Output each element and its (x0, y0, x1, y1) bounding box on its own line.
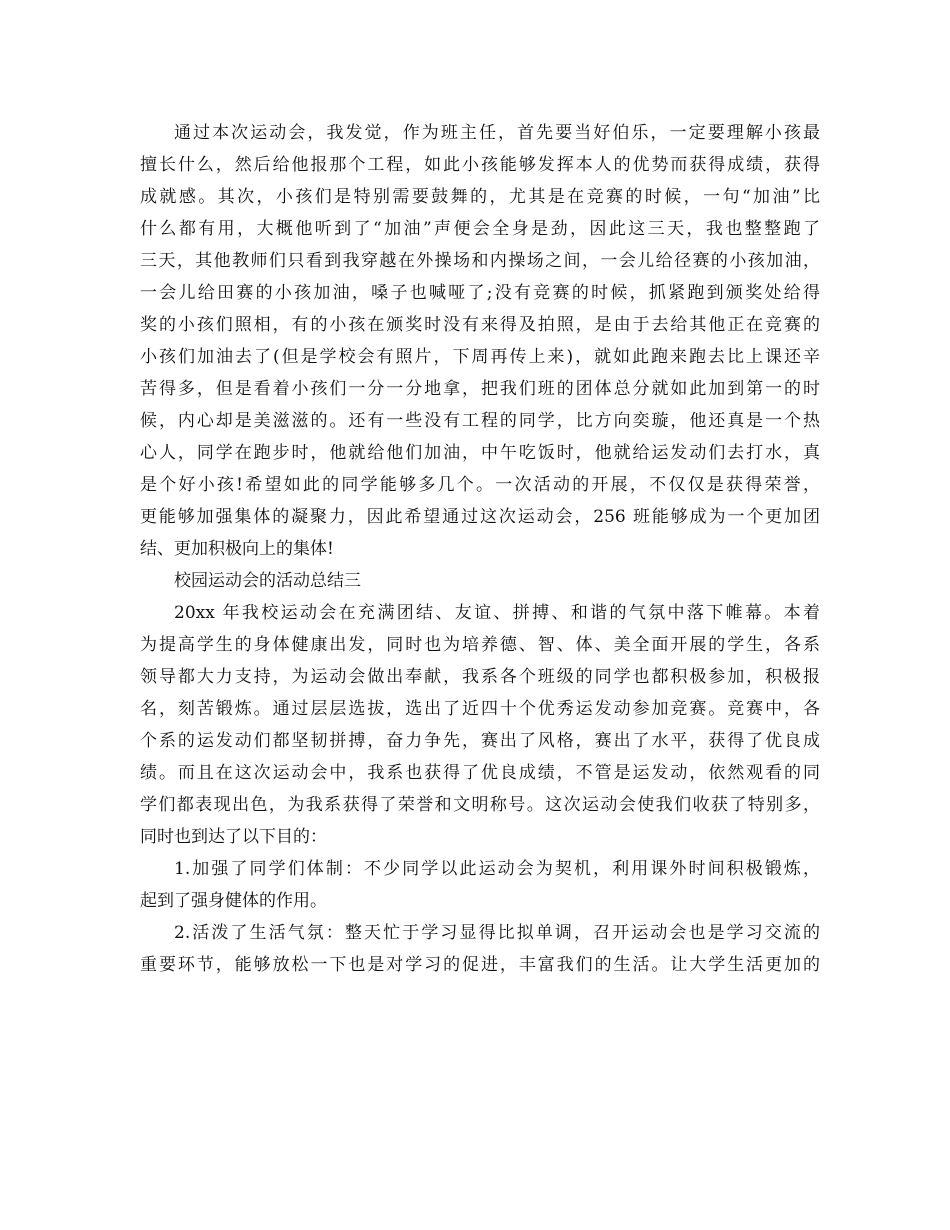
paragraph-line: 擅长什么，然后给他报那个工程，如此小孩能够发挥本人的优势而获得成绩，获得 (140, 155, 820, 175)
list-item-line: 起到了强身健体的作用。 (140, 891, 327, 911)
paragraph-line: 更能够加强集体的凝聚力，因此希望通过这次运动会，256 班能够成为一个更加团 (140, 507, 820, 527)
paragraph-line: 领导都大力支持，为运动会做出奉献，我系各个班级的同学也都积极参加，积极报 (140, 667, 820, 687)
paragraph-line: 三天，其他教师们只看到我穿越在外操场和内操场之间，一会儿给径赛的小孩加油， (140, 251, 820, 271)
paragraph-line: 成就感。其次，小孩们是特别需要鼓舞的，尤其是在竞赛的时候，一句“加油”比 (140, 187, 820, 207)
paragraph-line: 心人，同学在跑步时，他就给他们加油，中午吃饭时，他就给运发动们去打水，真 (140, 443, 820, 463)
section-heading: 校园运动会的活动总结三 (174, 571, 361, 591)
paragraph-line: 候，内心却是美滋滋的。还有一些没有工程的同学，比方向奕璇，他还真是一个热 (140, 411, 820, 431)
paragraph-line: 同时也到达了以下目的： (140, 827, 327, 847)
list-item-line: 2.活泼了生活气氛：整天忙于学习显得比拟单调，召开运动会也是学习交流的 (174, 923, 820, 943)
paragraph-line: 小孩们加油去了(但是学校会有照片，下周再传上来)，就如此跑来跑去比上课还辛 (140, 347, 820, 367)
paragraph-line: 个系的运发动们都坚韧拼搏，奋力争先，赛出了风格，赛出了水平，获得了优良成 (140, 731, 820, 751)
paragraph-line: 结、更加积极向上的集体! (140, 539, 334, 559)
paragraph-line: 奖的小孩们照相，有的小孩在颁奖时没有来得及拍照，是由于去给其他正在竞赛的 (140, 315, 820, 335)
paragraph-line: 一会儿给田赛的小孩加油，嗓子也喊哑了;没有竞赛的时候，抓紧跑到颁奖处给得 (140, 283, 820, 303)
list-item-line: 1.加强了同学们体制：不少同学以此运动会为契机，利用课外时间积极锻炼， (174, 859, 820, 879)
document-body (140, 117, 820, 981)
paragraph-line: 20xx 年我校运动会在充满团结、友谊、拼搏、和谐的气氛中落下帷幕。本着 (174, 603, 820, 623)
paragraph-line: 名，刻苦锻炼。通过层层选拔，选出了近四十个优秀运发动参加竞赛。竞赛中，各 (140, 699, 820, 719)
paragraph-line: 是个好小孩!希望如此的同学能够多几个。一次活动的开展，不仅仅是获得荣誉， (140, 475, 820, 495)
list-item-line: 重要环节，能够放松一下也是对学习的促进，丰富我们的生活。让大学生活更加的 (140, 955, 820, 975)
paragraph-line: 绩。而且在这次运动会中，我系也获得了优良成绩，不管是运发动，依然观看的同 (140, 763, 820, 783)
paragraph-line: 苦得多，但是看着小孩们一分一分地拿，把我们班的团体总分就如此加到第一的时 (140, 379, 820, 399)
paragraph-line: 为提高学生的身体健康出发，同时也为培养德、智、体、美全面开展的学生，各系 (140, 635, 820, 655)
paragraph-line: 什么都有用，大概他听到了“加油”声便会全身是劲，因此这三天，我也整整跑了 (140, 219, 820, 239)
paragraph-line: 学们都表现出色，为我系获得了荣誉和文明称号。这次运动会使我们收获了特别多， (140, 795, 820, 815)
paragraph-line: 通过本次运动会，我发觉，作为班主任，首先要当好伯乐，一定要理解小孩最 (174, 123, 820, 143)
